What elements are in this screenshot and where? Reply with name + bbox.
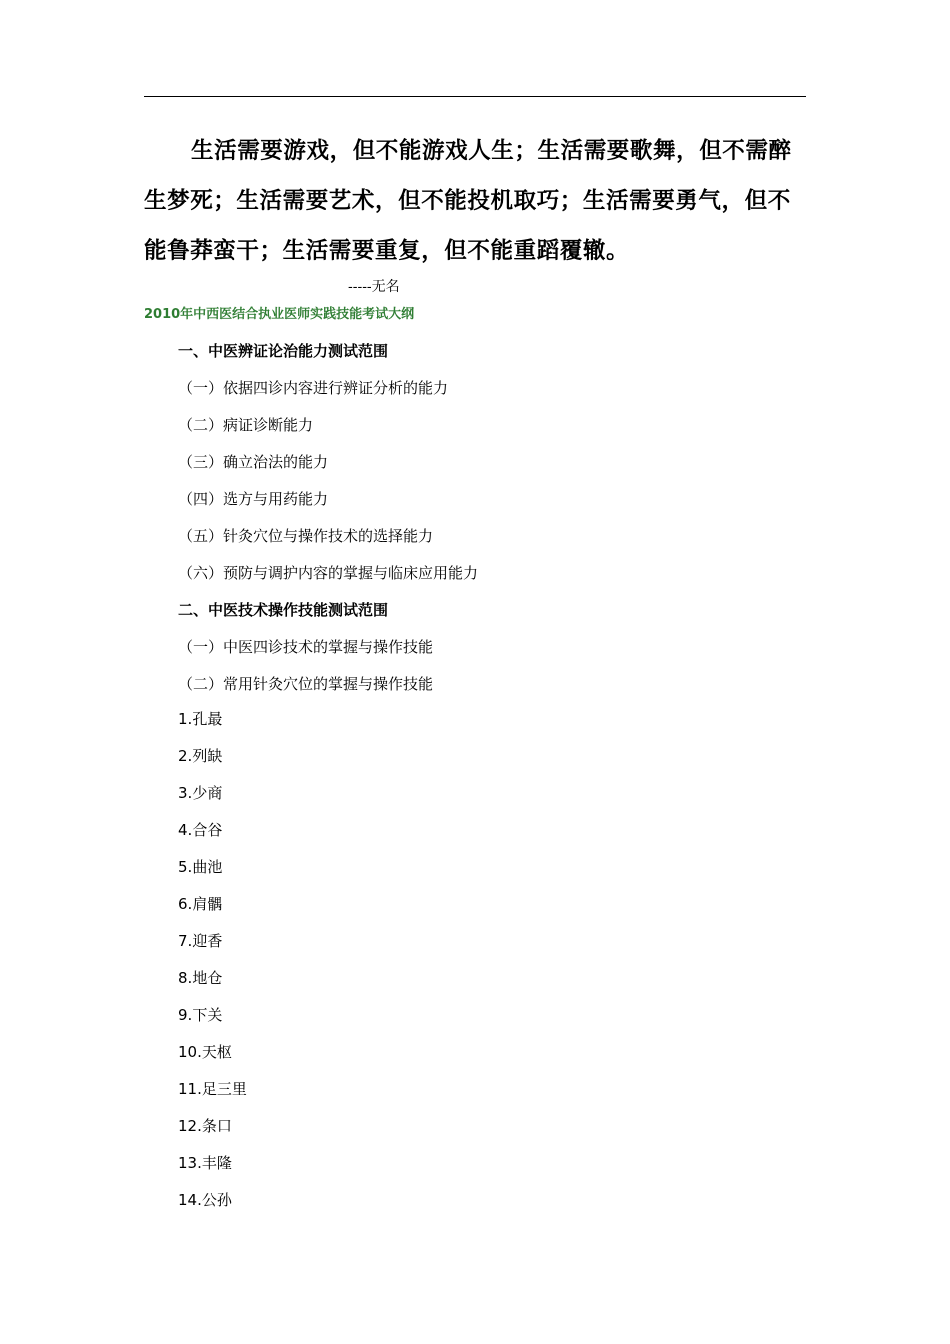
acupoint-name: 迎香 [192, 932, 223, 950]
acupoint-name: 足三里 [201, 1080, 247, 1098]
list-item: （三）确立治法的能力 [178, 453, 329, 471]
list-item: （二）常用针灸穴位的掌握与操作技能 [178, 675, 434, 693]
list-item: （二）病证诊断能力 [178, 416, 314, 434]
acupoint-number: 10. [178, 1043, 202, 1061]
acupoint-name: 公孙 [201, 1191, 232, 1209]
acupoint-item [178, 1152, 232, 1173]
acupoint-number: 2. [178, 747, 193, 765]
quote-text: 生活需要游戏，但不能游戏人生；生活需要歌舞，但不需醉生梦死；生活需要艺术，但不能投机取巧；生活需要勇气，但不能鲁莽蛮干；生活需要重复，但不能重蹈覆辙。 [144, 138, 792, 264]
acupoint-name: 合谷 [192, 821, 223, 839]
acupoint-name: 曲池 [192, 858, 223, 876]
acupoint-item [178, 1078, 247, 1099]
acupoint-number: 11. [178, 1080, 202, 1098]
acupoint-name: 孔最 [192, 710, 223, 728]
acupoint-item [178, 1041, 232, 1062]
acupoint-number: 8. [178, 969, 193, 987]
acupoint-item [178, 1189, 232, 1210]
acupoint-name: 肩髃 [192, 895, 223, 913]
acupoint-item [178, 893, 222, 914]
acupoint-name: 天枢 [201, 1043, 232, 1061]
section-heading: 二、中医技术操作技能测试范围 [178, 601, 389, 619]
acupoint-item [178, 745, 222, 766]
acupoint-number: 1. [178, 710, 193, 728]
acupoint-number: 7. [178, 932, 193, 950]
acupoint-item [178, 1115, 232, 1136]
acupoint-number: 14. [178, 1191, 202, 1209]
list-item: （六）预防与调护内容的掌握与临床应用能力 [178, 564, 479, 582]
acupoint-item [178, 782, 222, 803]
acupoint-name: 下关 [192, 1006, 223, 1024]
list-item: （四）选方与用药能力 [178, 490, 329, 508]
acupoint-number: 9. [178, 1006, 193, 1024]
list-item: （五）针灸穴位与操作技术的选择能力 [178, 527, 434, 545]
acupoint-number: 3. [178, 784, 193, 802]
acupoint-number: 4. [178, 821, 193, 839]
list-item: （一）依据四诊内容进行辨证分析的能力 [178, 379, 449, 397]
acupoint-name: 列缺 [192, 747, 223, 765]
acupoint-number: 13. [178, 1154, 202, 1172]
acupoint-name: 条口 [201, 1117, 232, 1135]
acupoint-item [178, 856, 222, 877]
section-heading: 一、中医辨证论治能力测试范围 [178, 342, 389, 360]
acupoint-name: 丰隆 [201, 1154, 232, 1172]
acupoint-number: 12. [178, 1117, 202, 1135]
acupoint-number: 5. [178, 858, 193, 876]
acupoint-item [178, 708, 222, 729]
acupoint-name: 少商 [192, 784, 223, 802]
document-title: 2010年中西医结合执业医师实践技能考试大纲 [144, 307, 415, 322]
horizontal-rule [144, 96, 806, 97]
acupoint-item [178, 819, 222, 840]
acupoint-item [178, 930, 222, 951]
acupoint-number: 6. [178, 895, 193, 913]
acupoint-name: 地仓 [192, 969, 223, 987]
list-item: （一）中医四诊技术的掌握与操作技能 [178, 638, 434, 656]
acupoint-item [178, 967, 222, 988]
acupoint-item [178, 1004, 222, 1025]
quote-author: -----无名 [348, 279, 400, 295]
